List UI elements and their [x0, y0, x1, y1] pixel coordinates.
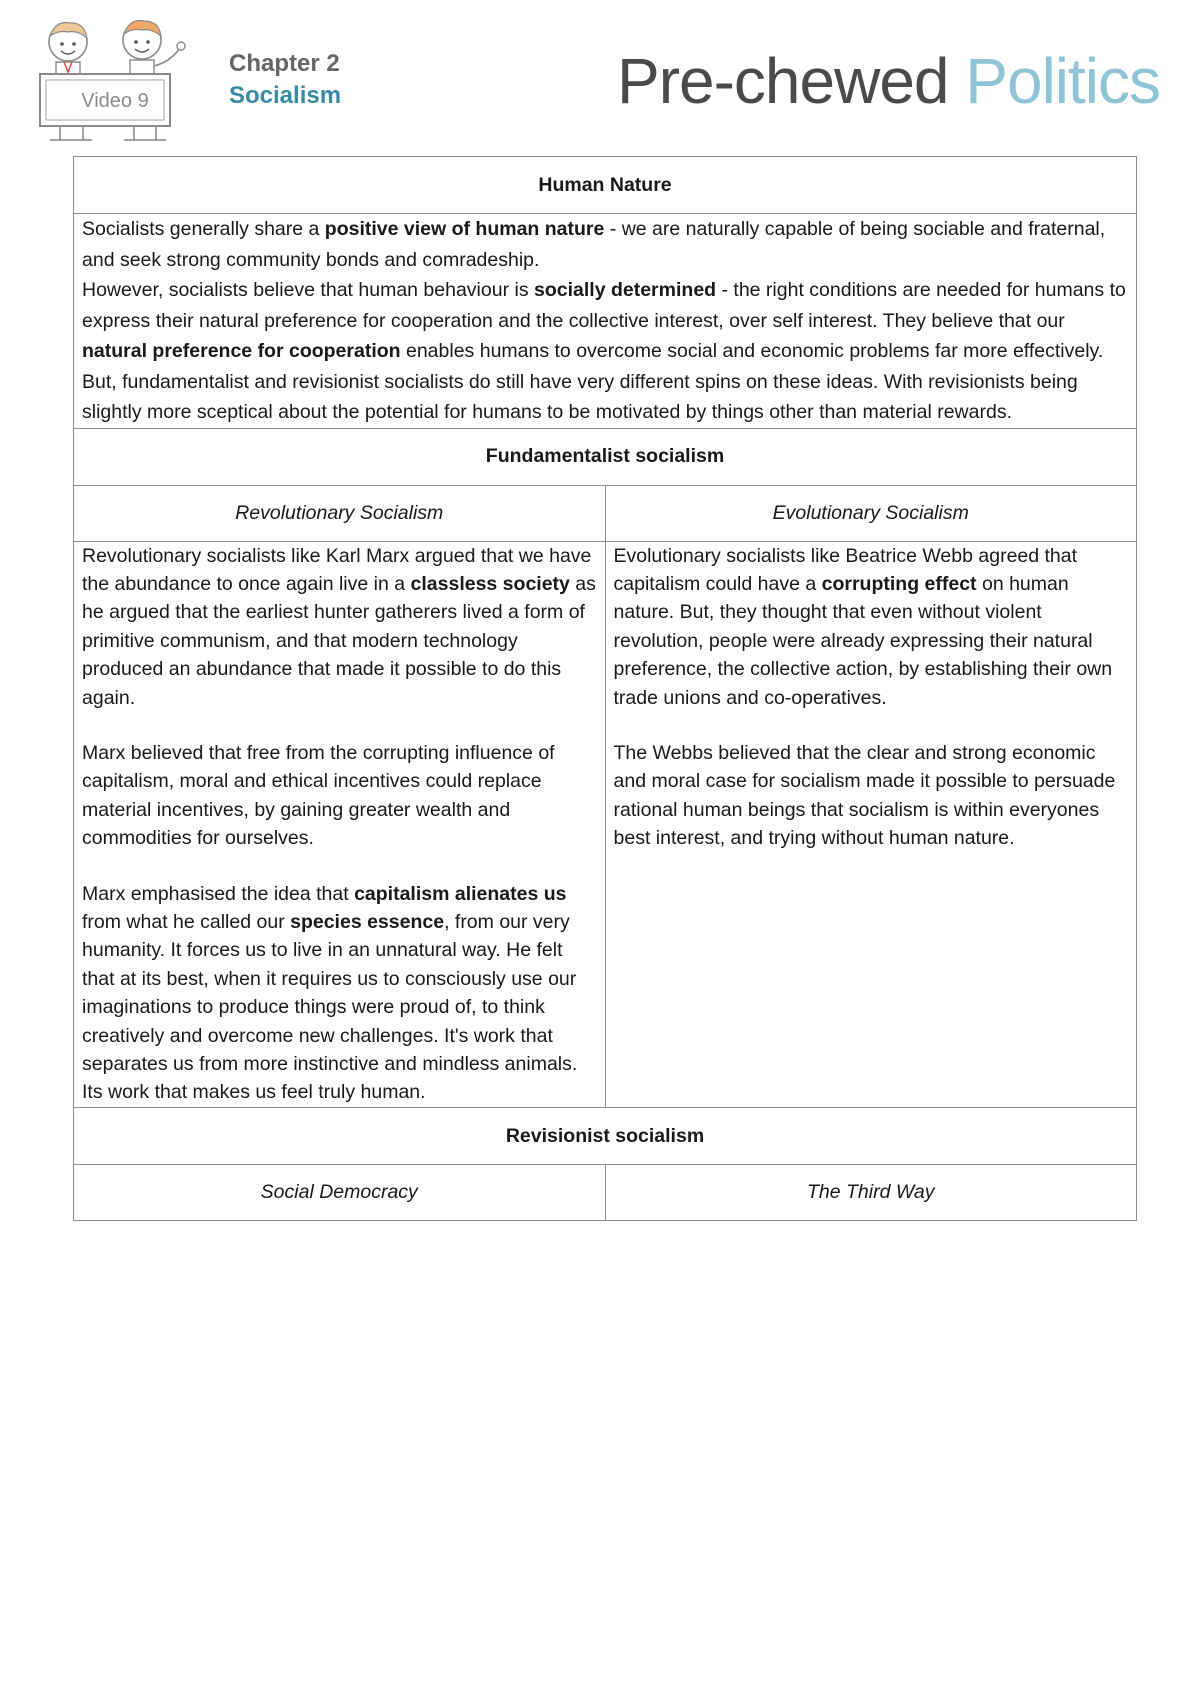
- fundamentalist-heading: Fundamentalist socialism: [74, 428, 1137, 485]
- evolutionary-paragraph-2: The Webbs believed that the clear and strong economic and moral case for socialism made it possible to persuade rational human beings that socialism is within everyones best interest, and trying without human nature.: [613, 741, 1116, 850]
- evolutionary-socialism-title: Evolutionary Socialism: [605, 485, 1137, 541]
- chapter-topic: Socialism: [229, 82, 342, 109]
- revolutionary-paragraph-3: Marx emphasised the idea that capitalism alienates us from what he called our species essence, from our very humanity. It forces us to live in an unnatural way. He felt that at its best, when it requires us to consciously use our imaginations to produce things were proud of, to think creatively and overcome new challenges. It's work that separates us from more instinctive and mindless animals. Its work that makes us feel truly human.: [82, 882, 578, 1104]
- third-way-title: The Third Way: [605, 1164, 1137, 1220]
- human-nature-body: [74, 214, 1137, 429]
- brand-accent: Politics: [965, 45, 1160, 117]
- table-row: [74, 485, 1137, 541]
- table-row: [74, 428, 1137, 485]
- revolutionary-socialism-body: [74, 541, 606, 1107]
- evolutionary-paragraph-1: Evolutionary socialists like Beatrice Webb agreed that capitalism could have a corrupting effect on human nature. But, they thought that even without violent revolution, people were already expressing their natural preference, the collective action, by establishing their own trade unions and co-operatives.: [613, 544, 1113, 709]
- social-democracy-title: Social Democracy: [74, 1164, 606, 1220]
- table-row: [74, 1107, 1137, 1164]
- revolutionary-paragraph-2: Marx believed that free from the corrupting influence of capitalism, moral and ethical incentives could replace material incentives, by gaining greater wealth and commodities for ourselves.: [82, 741, 555, 850]
- brand-title: [617, 44, 1160, 118]
- table-row: [74, 214, 1137, 429]
- human-nature-paragraph-3: But, fundamentalist and revisionist socialists do still have very different spins on these ideas. With revisionists being slightly more sceptical about the potential for humans to be motivated by things other than material rewards.: [82, 370, 1078, 423]
- video-label: Video 9: [81, 90, 149, 112]
- human-nature-paragraph-2: However, socialists believe that human behaviour is socially determined - the right conditions are needed for humans to express their natural preference for cooperation and the collective interest, over self interest. They believe that our natural preference for cooperation enables humans to overcome social and economic problems far more effectively.: [82, 279, 1126, 362]
- human-nature-heading: Human Nature: [74, 157, 1137, 214]
- revolutionary-paragraph-1: Revolutionary socialists like Karl Marx argued that we have the abundance to once again live in a classless society as he argued that the earliest hunter gatherers lived a form of primitive communism, and that modern technology produced an abundance that made it possible to do this again.: [82, 544, 596, 709]
- brand-main: Pre-chewed: [617, 45, 949, 117]
- human-nature-paragraph-1: Socialists generally share a positive view of human nature - we are naturally capable of being sociable and fraternal, and seek strong community bonds and comradeship.: [82, 218, 1106, 271]
- table-row: [74, 1164, 1137, 1220]
- chapter-label: Chapter 2: [229, 50, 340, 77]
- table-row: [74, 157, 1137, 214]
- revolutionary-socialism-title: Revolutionary Socialism: [74, 485, 606, 541]
- evolutionary-socialism-body: [605, 541, 1137, 1107]
- table-row: [74, 541, 1137, 1107]
- notes-table: [73, 156, 1137, 1221]
- revisionist-heading: Revisionist socialism: [74, 1107, 1137, 1164]
